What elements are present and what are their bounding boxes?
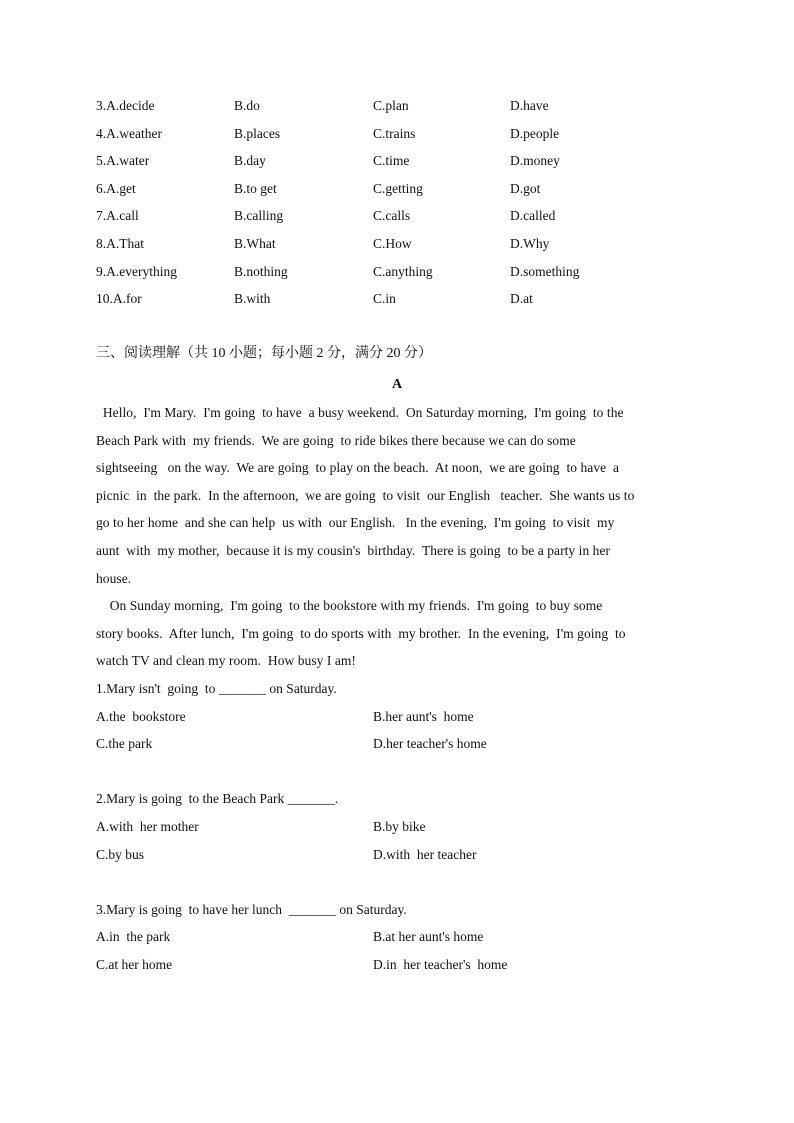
option-b: B.nothing <box>234 264 288 279</box>
answer-option-c: C.the park <box>96 736 153 751</box>
option-d: D.people <box>510 126 560 141</box>
option-b: B.with <box>234 291 271 306</box>
option-a: 8.A.That <box>96 236 144 251</box>
answer-option-b: B.by bike <box>373 819 426 834</box>
passage-line: go to her home and she can help us with our English. In the evening, I'm going to visit my <box>96 515 615 530</box>
question-stem: 3.Mary is going to have her lunch _______ on Saturday. <box>96 902 407 917</box>
option-d: D.money <box>510 153 560 168</box>
passage-line: sightseeing on the way. We are going to play on the beach. At noon, we are going to have a <box>96 460 620 475</box>
option-d: D.something <box>510 264 580 279</box>
option-c: C.time <box>373 153 410 168</box>
option-c: C.How <box>373 236 412 251</box>
option-c: C.calls <box>373 208 411 223</box>
passage-line: picnic in the park. In the afternoon, we are going to visit our English teacher. She wants us to <box>96 488 635 503</box>
option-c: C.getting <box>373 181 423 196</box>
option-b: B.do <box>234 98 260 113</box>
option-a: 9.A.everything <box>96 264 177 279</box>
option-d: D.called <box>510 208 556 223</box>
answer-option-d: D.in her teacher's home <box>373 957 508 972</box>
option-d: D.Why <box>510 236 550 251</box>
option-c: C.anything <box>373 264 433 279</box>
option-c: C.in <box>373 291 396 306</box>
option-b: B.places <box>234 126 281 141</box>
passage-line: aunt with my mother, because it is my cousin's birthday. There is going to be a party in her <box>96 543 611 558</box>
answer-option-d: D.her teacher's home <box>373 736 487 751</box>
option-b: B.What <box>234 236 276 251</box>
answer-option-b: B.at her aunt's home <box>373 929 484 944</box>
option-a: 3.A.decide <box>96 98 155 113</box>
passage-line: watch TV and clean my room. How busy I am! <box>96 653 356 668</box>
option-b: B.to get <box>234 181 277 196</box>
passage-line: Beach Park with my friends. We are going to ride bikes there because we can do some <box>96 433 576 448</box>
answer-option-a: A.the bookstore <box>96 709 186 724</box>
answer-option-a: A.in the park <box>96 929 171 944</box>
option-b: B.calling <box>234 208 284 223</box>
question-stem: 1.Mary isn't going to _______ on Saturday. <box>96 681 337 696</box>
passage-line: Hello, I'm Mary. I'm going to have a busy weekend. On Saturday morning, I'm going to the <box>96 405 624 420</box>
option-c: C.plan <box>373 98 409 113</box>
answer-option-c: C.by bus <box>96 847 145 862</box>
option-d: D.got <box>510 181 541 196</box>
answer-option-c: C.at her home <box>96 957 173 972</box>
option-d: D.have <box>510 98 549 113</box>
option-b: B.day <box>234 153 266 168</box>
answer-option-b: B.her aunt's home <box>373 709 474 724</box>
option-a: 4.A.weather <box>96 126 162 141</box>
passage-line: house. <box>96 571 132 586</box>
passage-label: A <box>391 377 403 392</box>
option-a: 6.A.get <box>96 181 136 196</box>
option-c: C.trains <box>373 126 416 141</box>
passage-line: On Sunday morning, I'm going to the bookstore with my friends. I'm going to buy some <box>96 598 603 613</box>
answer-option-d: D.with her teacher <box>373 847 477 862</box>
option-a: 5.A.water <box>96 153 150 168</box>
option-a: 7.A.call <box>96 208 139 223</box>
answer-option-a: A.with her mother <box>96 819 199 834</box>
passage-line: story books. After lunch, I'm going to do sports with my brother. In the evening, I'm going to <box>96 626 626 641</box>
question-stem: 2.Mary is going to the Beach Park _______. <box>96 791 339 806</box>
section-title: 三、阅读理解（共 10 小题；每小题 2 分，满分 20 分） <box>96 346 432 361</box>
option-a: 10.A.for <box>96 291 142 306</box>
option-d: D.at <box>510 291 533 306</box>
